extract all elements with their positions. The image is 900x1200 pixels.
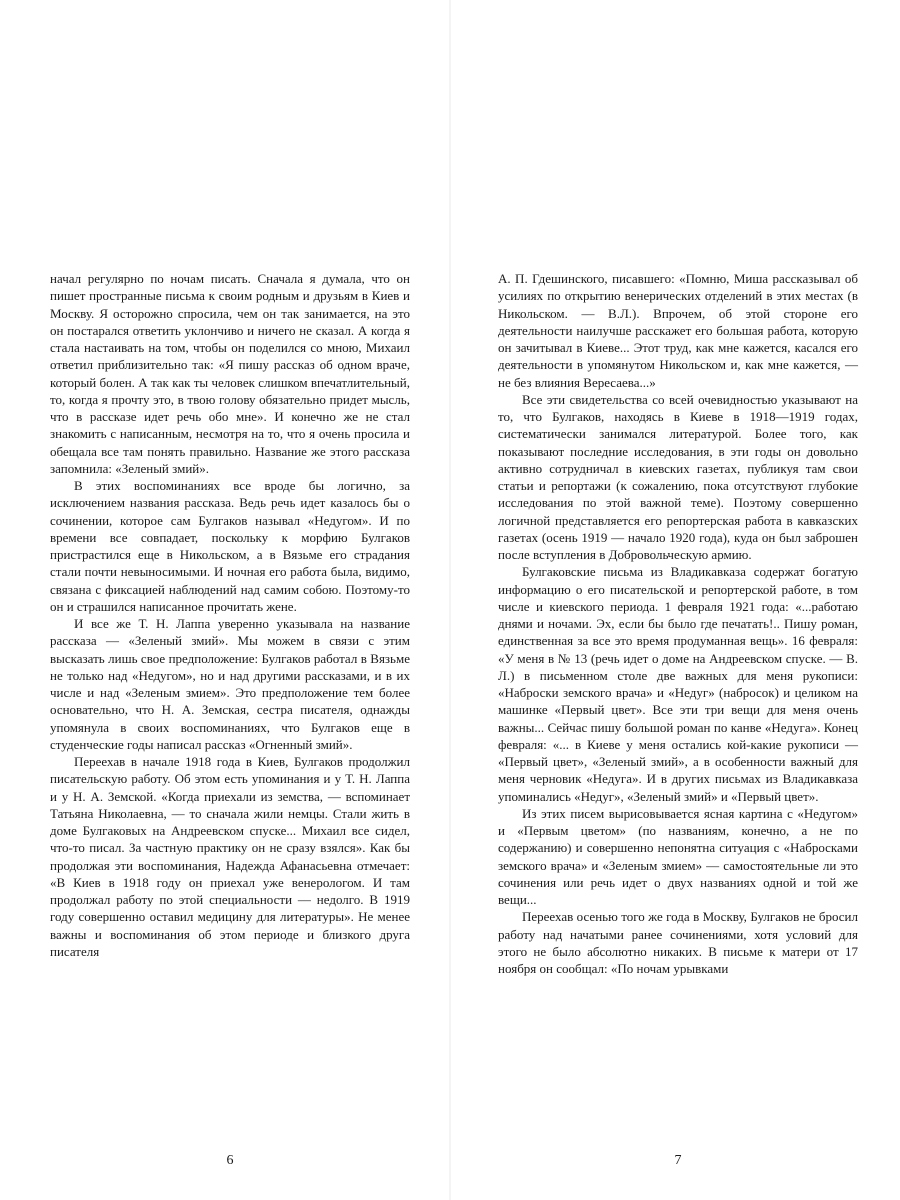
paragraph: А. П. Гдешинского, писавшего: «Помню, Миша рассказывал об усилиях по открытию венерических отделений в этих местах (в Никольском. — В.Л.). Впрочем, об этой стороне его деятельности наилучше расскажет его большая работа, которую он зачитывал в Киеве... Этот труд, как мне кажется, касался его деятельности в упомянутом Никольском и, как мне кажется, — не без влияния Вересаева...»	[498, 271, 858, 390]
left-page	[50, 270, 410, 1168]
paragraph: Булгаковские письма из Владикавказа содержат богатую информацию о его писательской и репортерской работе, в том числе и киевского периода. 1 февраля 1921 года: «...работаю днями и ночами. Эх, если бы было где печатать!.. Пишу роман, единственная за все это время продуманная вещь». 16 февраля: «У меня в № 13 (речь идет о доме на Андреевском спуске. — В. Л.) в письменном столе две важных для меня рукописи: «Наброски земского врача» и «Недуг» (набросок) и целиком на машинке «Первый цвет». Все эти три вещи для меня очень важны... Сейчас пишу большой роман по канве «Недуга». Конец февраля: «... в Киеве у меня остались кой-какие рукописи — «Первый цвет», «Зеленый змий», а в особенности важный для меня черновик «Недуга». И в других письмах из Владикавказа упоминались «Недуг», «Зеленый змий» и «Первый цвет».	[498, 564, 858, 804]
paragraph: начал регулярно по ночам писать. Сначала я думала, что он пишет пространные письма к своим родным и друзьям в Киев и Москву. Я осторожно спросила, чем он так занимается, на это он постарался ответить уклончиво и ничего не сказал. А когда я стала настаивать на том, чтобы он поделился со мною, Михаил ответил приблизительно так: «Я пишу рассказ об одном враче, который болен. А так как ты человек слишком впечатлительный, то, когда я прочту это, в твою голову обязательно придет мысль, что в рассказе идет речь обо мне». И конечно же не стал знакомить с написанным, несмотря на то, что я очень просила и обещала все там понять правильно. Название же этого рассказа запомнила: «Зеленый змий».	[50, 271, 410, 476]
gutter	[449, 0, 451, 1200]
right-page	[498, 270, 858, 1168]
paragraph: И все же Т. Н. Лаппа уверенно указывала на название рассказа — «Зеленый змий». Мы можем в связи с этим высказать лишь свое предположение: Булгаков работал в Вязьме не только над «Недугом», но и над другими рассказами, и в их числе и над «Зеленым змием». Это предположение тем более основательно, что Н. А. Земская, сестра писателя, однажды упомянула в своих воспоминаниях, что Булгаков еще в студенческие годы написал рассказ «Огненный змий».	[50, 616, 410, 752]
right-page-text	[498, 270, 858, 977]
page-number: 7	[674, 1153, 682, 1168]
paragraph: Переехав в начале 1918 года в Киев, Булгаков продолжил писательскую работу. Об этом есть упоминания и у Т. Н. Лаппа и у Н. А. Земской. «Когда приехали из земства, — вспоминает Татьяна Николаевна, — то сначала жили немцы. Стали жить в доме Булгаковых на Андреевском спуске... Михаил все сидел, что-то писал. За частную практику он не сразу взялся». Как бы продолжая эти воспоминания, Надежда Афанасьевна отмечает: «В Киев в 1918 году он приехал уже венерологом. И там продолжал работу по этой специальности — недолго. В 1919 году совершенно оставил медицину для литературы». Не менее важны и воспоминания об этом периоде и близкого друга писателя	[50, 754, 410, 959]
left-page-text	[50, 270, 410, 960]
paragraph: В этих воспоминаниях все вроде бы логично, за исключением названия рассказа. Ведь речь идет казалось бы о сочинении, которое сам Булгаков называл «Недугом». И по времени все совпадает, поскольку к морфию Булгаков пристрастился еще в Никольском, а в Вязьме его страдания стали почти невыносимыми. И ночная его работа была, видимо, связана с фиксацией наблюдений над самим собою. Поэтому-то он и страшился написанное прочитать жене.	[50, 478, 410, 614]
paragraph: Переехав осенью того же года в Москву, Булгаков не бросил работу над начатыми ранее сочинениями, хотя условий для этого не было абсолютно никаких. В письме к матери от 17 ноября он сообщал: «По ночам урывками	[498, 909, 858, 976]
paragraph: Все эти свидетельства со всей очевидностью указывают на то, что Булгаков, находясь в Киеве в 1918—1919 годах, систематически занимался литературой. Более того, как показывают последние исследования, в эти годы он довольно активно сотрудничал в киевских газетах, публикуя там свои статьи и репортажи (к сожалению, пока отсутствуют глубокие исследования по этой важной теме). Поэтому совершенно логичной представляется его репортерская работа в кавказских газетах (осень 1919 — начало 1920 года), куда он был заброшен после вступления в Добровольческую армию.	[498, 391, 858, 562]
page-number: 6	[226, 1153, 234, 1168]
paragraph: Из этих писем вырисовывается ясная картина с «Недугом» и «Первым цветом» (по названиям, конечно, а не по содержанию) и совершенно непонятна ситуация с «Набросками земского врача» и «Зеленым змием» — самостоятельные ли это сочинения или речь идет о двух названиях одной и той же вещи...	[498, 805, 858, 907]
